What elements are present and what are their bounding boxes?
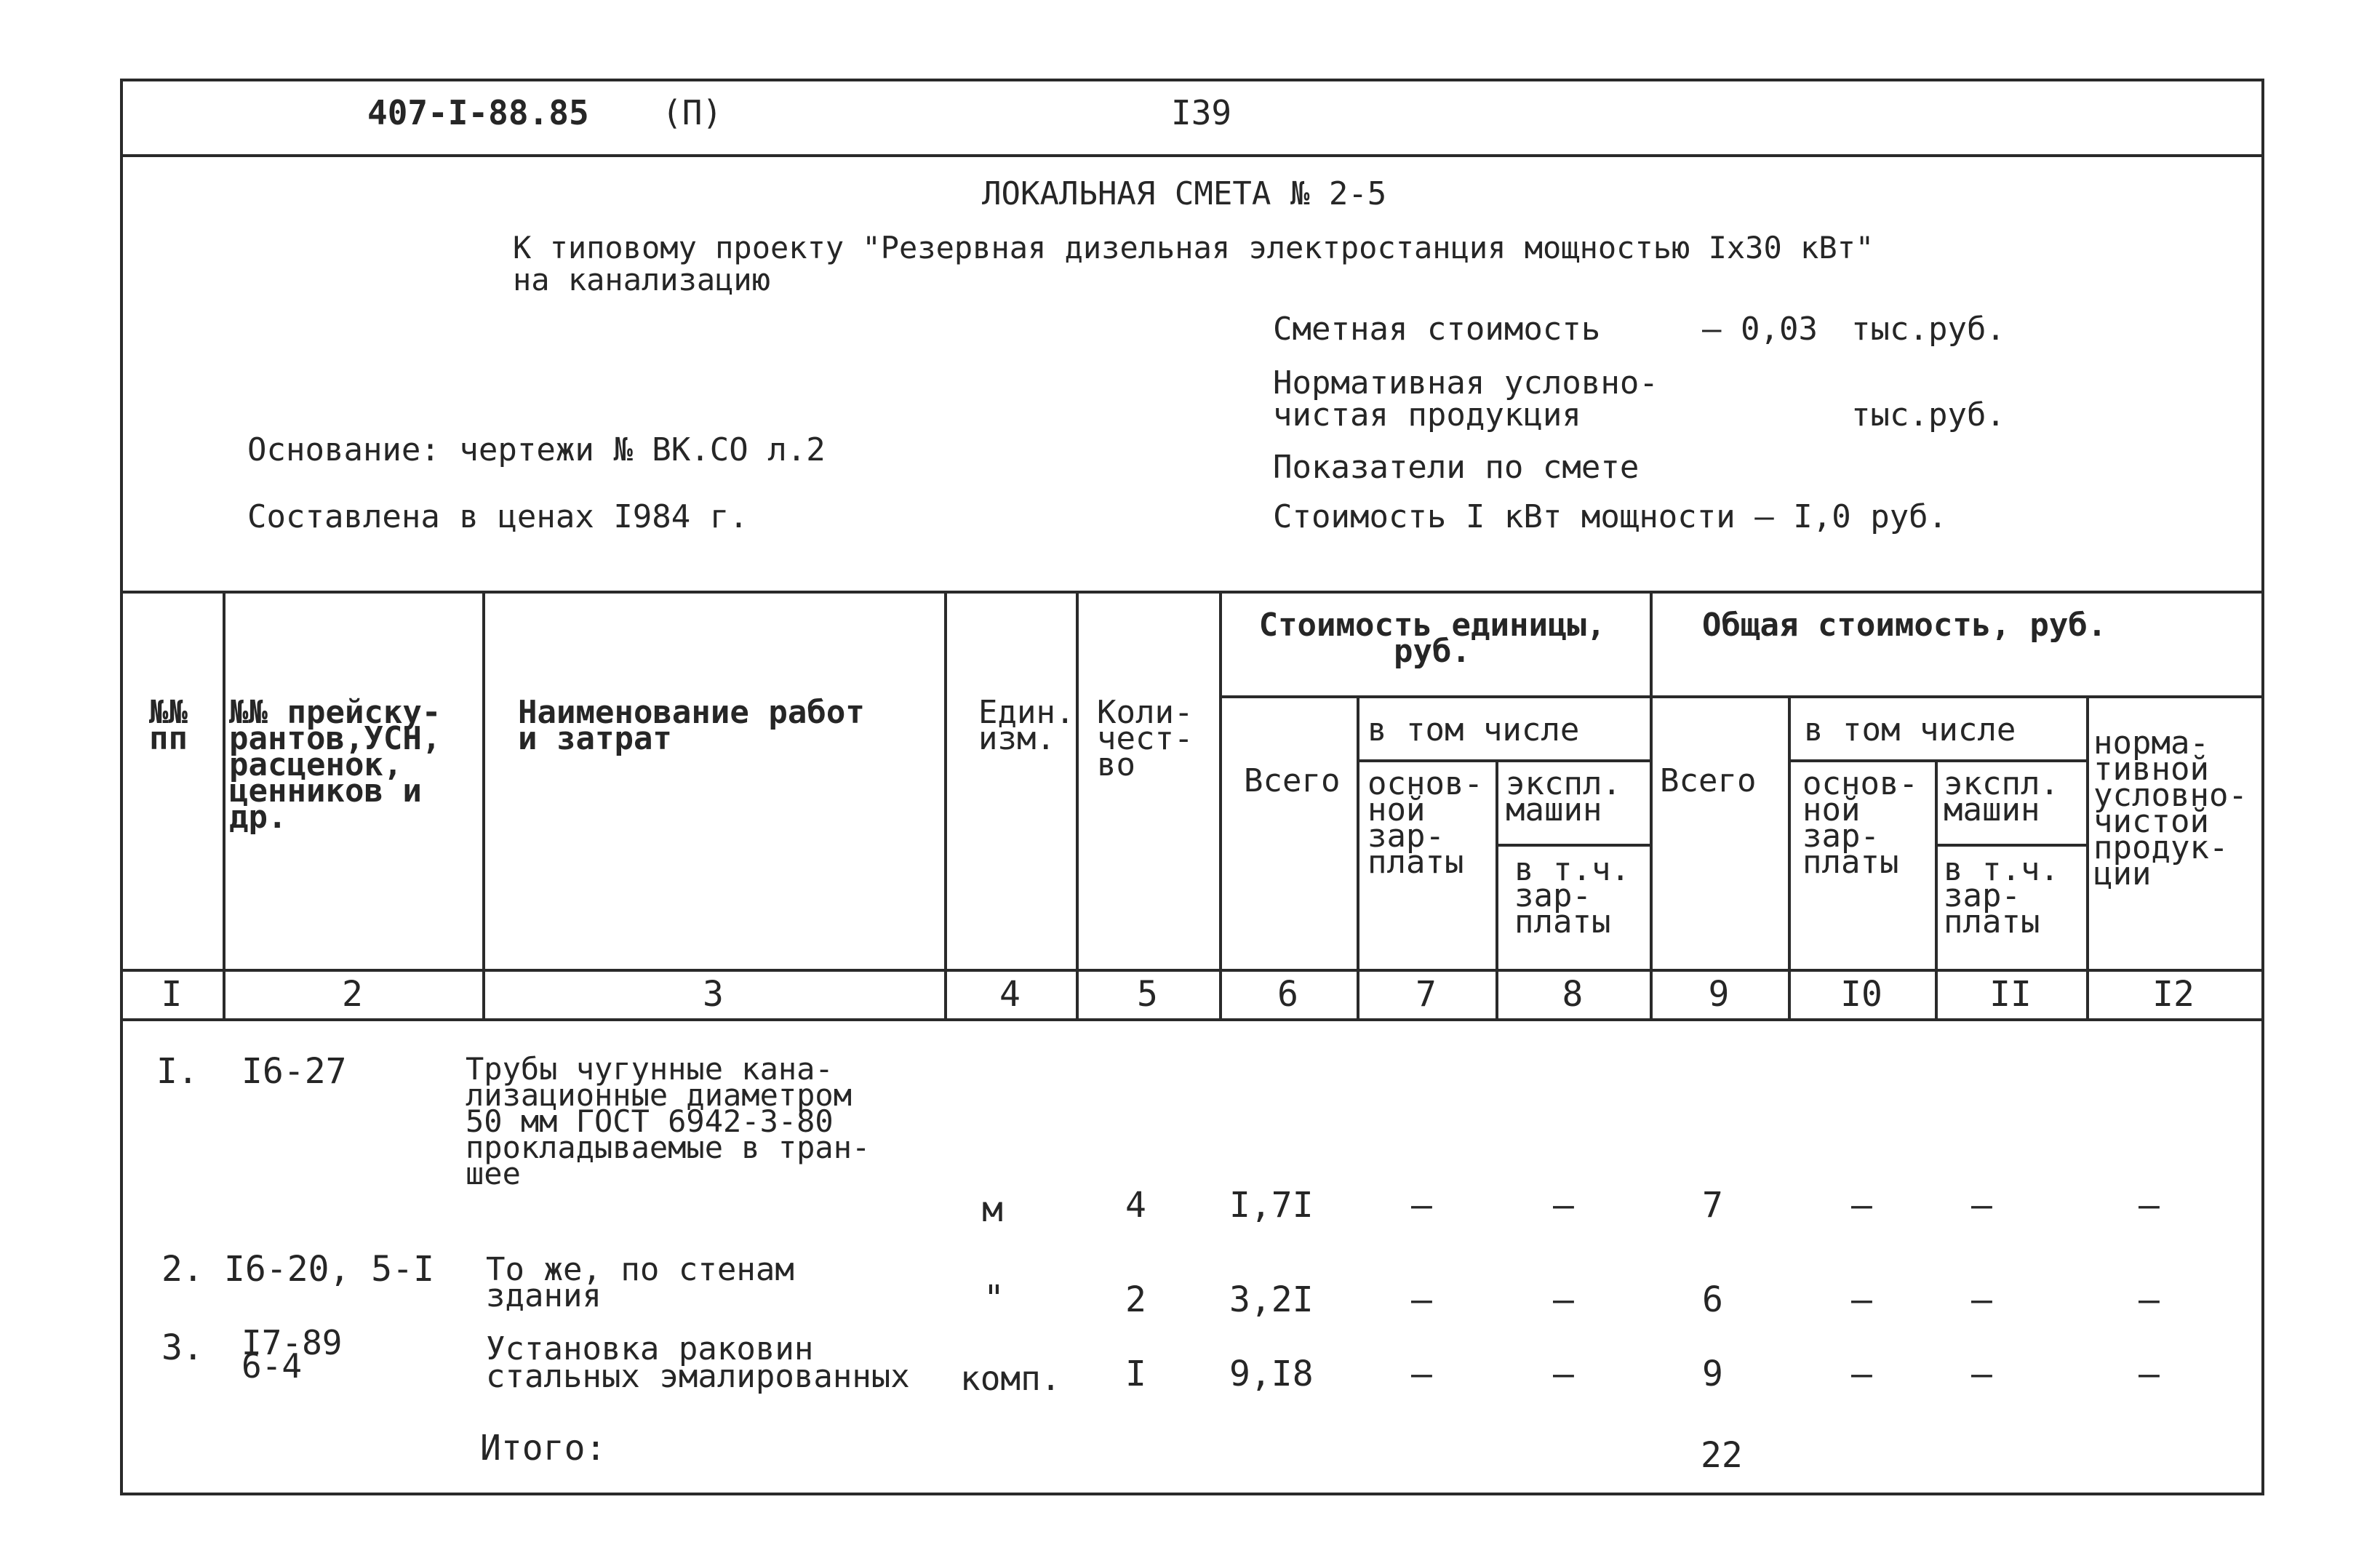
row2-total-base: – — [1851, 1279, 1872, 1320]
row3-mach: – — [1553, 1354, 1574, 1394]
header-rule-unit-cost — [1219, 695, 2264, 698]
row1-total: 7 — [1702, 1185, 1723, 1226]
row1-total-norm: – — [2139, 1185, 2160, 1226]
normative-label: Нормативная условно- чистая продукция — [1273, 364, 1658, 434]
colnum-11: II — [1989, 974, 2032, 1015]
row3-total-norm: – — [2139, 1354, 2160, 1394]
col-line-2 — [482, 591, 485, 1018]
row1-num: I. — [156, 1051, 199, 1092]
header-machines-2: экспл. машин — [1944, 765, 2059, 828]
row2-num: 2. — [161, 1249, 204, 1290]
row3-unit-total: 9,I8 — [1229, 1354, 1314, 1394]
header-total-cost: Общая стоимость, руб. — [1702, 607, 2107, 644]
header-name: Наименование работ и затрат — [518, 694, 865, 757]
header-base-wage: основ- ной зар- платы — [1367, 765, 1483, 881]
row3-num: 3. — [161, 1327, 204, 1368]
document-suffix: (П) — [662, 93, 723, 132]
col-line-6 — [1357, 695, 1359, 1018]
header-unit-cost: Стоимость единицы, руб. — [1258, 607, 1606, 670]
document-frame — [120, 79, 2264, 1495]
header-including: в том числе — [1367, 711, 1580, 748]
header-including-2: в том числе — [1804, 711, 2016, 748]
row2-base: – — [1411, 1279, 1432, 1320]
header-code: №№ прейску- рантов,УСН, расценок, ценников и др. — [229, 694, 442, 836]
row2-code: I6-20, 5-I — [224, 1249, 434, 1290]
colnum-12: I2 — [2152, 974, 2195, 1015]
row3-name: Установка раковин стальных эмалированных — [486, 1330, 910, 1395]
header-rule-machines-2 — [1935, 844, 2086, 847]
colnum-1: I — [161, 974, 183, 1015]
header-machines: экспл. машин — [1506, 765, 1621, 828]
row2-mach: – — [1553, 1279, 1574, 1320]
row3-total: 9 — [1702, 1354, 1723, 1394]
row1-total-base: – — [1851, 1185, 1872, 1226]
row3-unit: комп. — [960, 1359, 1061, 1398]
row2-unit-total: 3,2I — [1229, 1279, 1314, 1320]
indicators-label: Показатели по смете — [1273, 449, 1640, 486]
cost-value: – 0,03 — [1702, 311, 1818, 348]
row2-total-norm: – — [2139, 1279, 2160, 1320]
row1-qty: 4 — [1125, 1185, 1146, 1226]
row1-code: I6-27 — [241, 1051, 347, 1092]
row3-base: – — [1411, 1354, 1432, 1394]
colnum-2: 2 — [342, 974, 363, 1015]
estimate-subtitle-1: К типовому проекту "Резервная дизельная электростанция мощностью Iх30 кВт" — [513, 230, 1874, 265]
header-incl-wage-2: в т.ч. зар- платы — [1944, 851, 2059, 940]
header-unit: Един. изм. — [978, 694, 1075, 757]
header-base-wage-2: основ- ной зар- платы — [1802, 765, 1918, 881]
header-normative: норма- тивной условно- чистой продук- ции — [2093, 724, 2248, 892]
header-num: №№ пп — [149, 694, 188, 757]
colnum-6: 6 — [1277, 974, 1298, 1015]
col-line-8 — [1650, 591, 1653, 1018]
cost-label: Сметная стоимость — [1273, 311, 1601, 348]
row1-unit: м — [982, 1189, 1003, 1230]
col-line-1 — [223, 591, 225, 1018]
row2-total: 6 — [1702, 1279, 1723, 1320]
header-incl-wage: в т.ч. зар- платы — [1514, 851, 1630, 940]
prices-line: Составлена в ценах I984 г. — [247, 498, 748, 535]
colnum-5: 5 — [1137, 974, 1158, 1015]
estimate-title: ЛОКАЛЬНАЯ СМЕТА № 2-5 — [982, 175, 1387, 212]
row1-unit-total: I,7I — [1229, 1185, 1314, 1226]
col-line-11 — [2086, 695, 2089, 1018]
colnum-bottom-border — [120, 1018, 2264, 1021]
header-all-2: Всего — [1660, 762, 1757, 799]
row1-name: Трубы чугунные кана- лизационные диаметром 50 мм ГОСТ 6942-3-80 прокладываемые в тран- шее — [466, 1051, 871, 1191]
table-top-border — [120, 591, 2264, 594]
colnum-3: 3 — [703, 974, 724, 1015]
header-rule-machines — [1496, 844, 1652, 847]
row3-code: I7-89 6-4 — [241, 1323, 343, 1386]
total-value: 22 — [1701, 1435, 1743, 1476]
colnum-10: I0 — [1840, 974, 1882, 1015]
row3-qty: I — [1125, 1354, 1146, 1394]
row2-name: То же, по стенам здания — [486, 1251, 794, 1314]
row3-total-mach: – — [1971, 1354, 1992, 1394]
kw-cost: Стоимость I кВт мощности – I,0 руб. — [1273, 498, 1948, 535]
colnum-4: 4 — [999, 974, 1021, 1015]
estimate-subtitle-2: на канализацию — [513, 262, 771, 297]
row1-base: – — [1411, 1185, 1432, 1226]
col-line-9 — [1788, 695, 1791, 1018]
row1-mach: – — [1553, 1185, 1574, 1226]
colnum-7: 7 — [1415, 974, 1437, 1015]
row3-total-base: – — [1851, 1354, 1872, 1394]
cost-unit: тыс.руб. — [1851, 311, 2005, 348]
header-qty: Коли- чест- во — [1097, 694, 1194, 783]
col-line-4 — [1076, 591, 1079, 1018]
header-divider — [120, 154, 2264, 157]
colnum-9: 9 — [1708, 974, 1730, 1015]
col-line-3 — [944, 591, 947, 1018]
normative-unit: тыс.руб. — [1851, 396, 2005, 434]
colnum-8: 8 — [1562, 974, 1584, 1015]
row1-total-mach: – — [1971, 1185, 1992, 1226]
document-code: 407-I-88.85 — [367, 93, 589, 132]
header-rule-including — [1357, 759, 1652, 762]
header-all: Всего — [1244, 762, 1341, 799]
row2-qty: 2 — [1125, 1279, 1146, 1320]
basis-line: Основание: чертежи № ВК.СО л.2 — [247, 431, 826, 468]
header-bottom-border — [120, 969, 2264, 972]
row2-unit: " — [983, 1278, 1005, 1319]
total-label: Итого: — [480, 1428, 607, 1469]
col-line-5 — [1219, 591, 1222, 1018]
page-number: I39 — [1171, 93, 1232, 132]
row2-total-mach: – — [1971, 1279, 1992, 1320]
